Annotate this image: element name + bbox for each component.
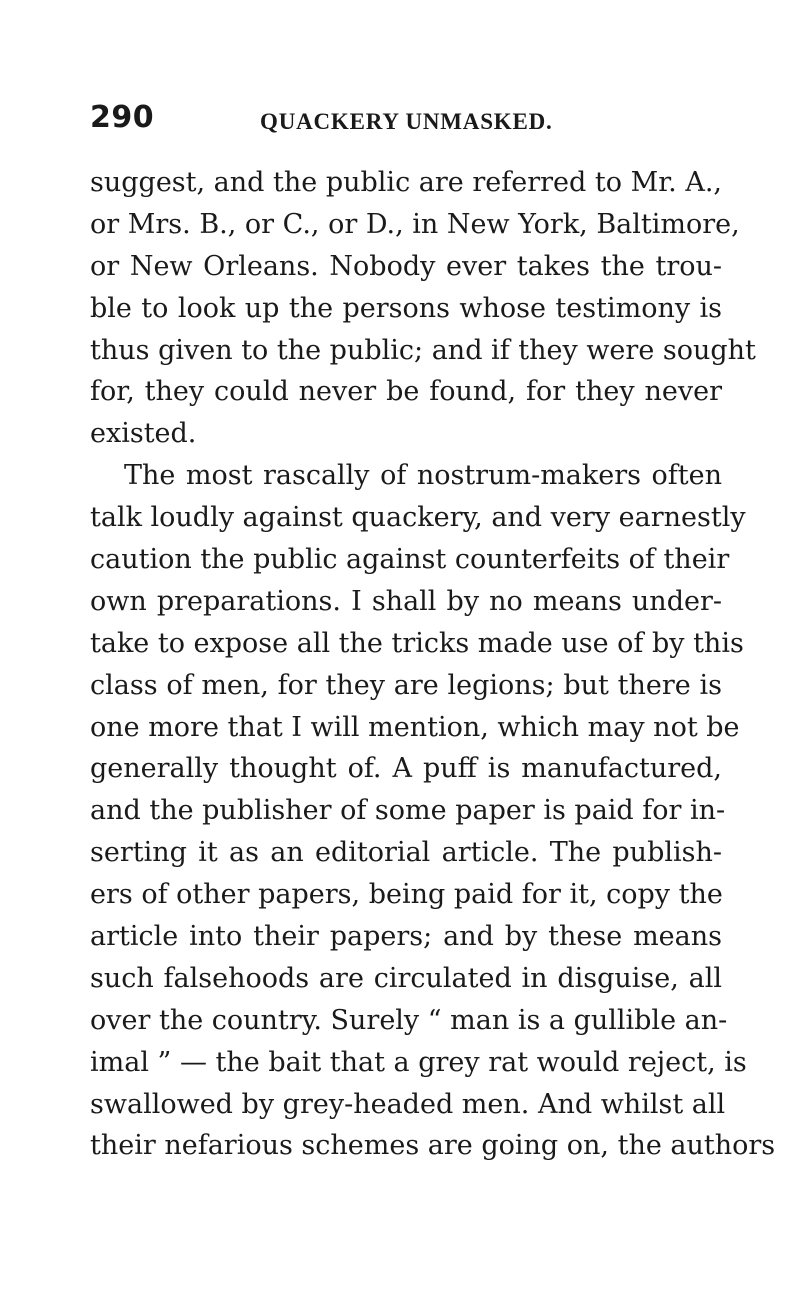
page-header	[90, 100, 710, 140]
text-line: over the country. Surely “ man is a gullible an-	[90, 1004, 728, 1036]
text-line: swallowed by grey-headed men. And whilst all	[90, 1088, 726, 1120]
text-line: existed.	[90, 418, 197, 450]
text-line: article into their papers; and by these means	[90, 921, 722, 953]
text-line: generally thought of. A puff is manufactured,	[90, 753, 722, 785]
page-number: 290	[90, 100, 155, 135]
text-line: own preparations. I shall by no means under-	[90, 585, 722, 617]
text-line: one more that I will mention, which may not be	[90, 711, 740, 743]
text-line: ble to look up the persons whose testimony is	[90, 292, 722, 324]
text-line: talk loudly against quackery, and very earnestly	[90, 502, 746, 534]
body-text	[90, 162, 776, 1167]
text-line: such falsehoods are circulated in disguise, all	[90, 962, 722, 994]
text-line: and the publisher of some paper is paid for in-	[90, 795, 726, 827]
text-line: thus given to the public; and if they were sought	[90, 334, 756, 366]
text-line: or Mrs. B., or C., or D., in New York, Baltimore,	[90, 208, 740, 240]
text-line: suggest, and the public are referred to Mr. A.,	[90, 167, 722, 198]
running-title: QUACKERY UNMASKED.	[260, 109, 553, 134]
text-line: for, they could never be found, for they never	[90, 376, 722, 408]
text-line: caution the public against counterfeits of their	[90, 544, 730, 576]
text-line: or New Orleans. Nobody ever takes the trou-	[90, 250, 722, 282]
text-line: ers of other papers, being paid for it, copy the	[90, 879, 723, 911]
text-line: serting it as an editorial article. The publish-	[90, 837, 722, 869]
text-line: The most rascally of nostrum-makers often	[124, 460, 722, 492]
text-line: take to expose all the tricks made use of by this	[90, 627, 744, 659]
text-line: class of men, for they are legions; but there is	[90, 669, 722, 701]
text-line: imal ” — the bait that a grey rat would reject, is	[90, 1046, 747, 1078]
text-line: their nefarious schemes are going on, the authors	[90, 1130, 776, 1162]
